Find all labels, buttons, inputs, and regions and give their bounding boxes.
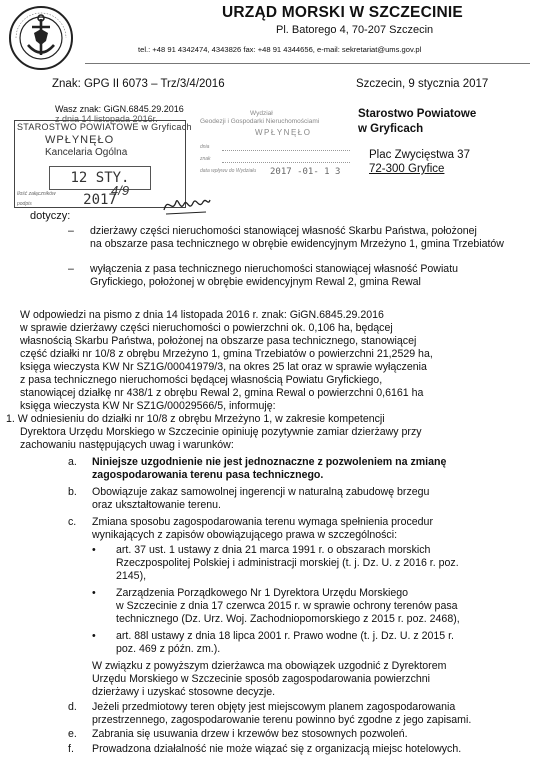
document-sign: Znak: GPG II 6073 – Trz/3/4/2016 xyxy=(52,78,225,90)
body-line: z pasa technicznego nieruchomości będącej własnością Powiatu Gryfickiego, xyxy=(20,374,383,386)
dash-marker: – xyxy=(68,263,74,275)
handwritten-signature xyxy=(162,190,212,218)
stamp-attachments-label: Ilość załączników xyxy=(17,191,56,197)
dept-stamp-line1: Wydział xyxy=(250,110,273,117)
item-c-line: wynikających z zapisów obowiązującego prawa w szczególności: xyxy=(92,529,398,541)
sub-bullet-line: art. 88l ustawy z dnia 18 lipca 2001 r. Prawo wodne (t. j. Dz. U. z 2015 r. xyxy=(116,630,454,642)
stamp-org: STAROSTWO POWIATOWE w Gryficach xyxy=(17,122,192,132)
item-c-marker: c. xyxy=(68,516,77,528)
item-f-marker: f. xyxy=(68,743,74,755)
item-f-line: Prowadzona działalność nie może wiązać się z organizacją miejsc hotelowych. xyxy=(92,743,462,755)
received-stamp xyxy=(14,120,192,208)
dept-stamp-label-b: znak xyxy=(200,156,211,162)
dash-marker: – xyxy=(68,225,74,237)
subject-line: Gryfickiego, położonej w obrębie ewidencyjnym Rewal 2, gmina Rewal xyxy=(90,276,421,288)
item-b-marker: b. xyxy=(68,486,77,498)
document-date: Szczecin, 9 stycznia 2017 xyxy=(356,78,489,90)
dept-stamp-label-c: data wpływu do Wydziału xyxy=(200,168,257,174)
dept-stamp-line xyxy=(222,150,350,151)
office-address: Pl. Batorego 4, 70-207 Szczecin xyxy=(276,24,434,36)
header-divider xyxy=(85,63,530,64)
dept-stamp-status: WPŁYNĘŁO xyxy=(255,128,312,137)
dept-stamp-date: 2017 -01- 1 3 xyxy=(270,167,341,177)
item-b-line: oraz ukształtowanie terenu. xyxy=(92,499,221,511)
item-e-line: Zabrania się usuwania drzew i krzewów bez stosownych pozwoleń. xyxy=(92,728,408,740)
stamp-date: 12 STY. 2017 xyxy=(49,166,151,190)
item-d-marker: d. xyxy=(68,701,77,713)
recipient-street: Plac Zwycięstwa 37 xyxy=(369,149,470,161)
sub-bullet-line: Zarządzenia Porządkowego Nr 1 Dyrektora Urzędu Morskiego xyxy=(116,587,409,599)
dept-stamp-line2: Geodezji i Gospodarki Nieruchomościami xyxy=(200,118,320,125)
stamp-office: Kancelaria Ogólna xyxy=(45,147,128,158)
c-conclusion-line: dzierżawy i uzyskać stosowne decyzje. xyxy=(92,686,276,698)
body-line: księga wieczysta KW Nr SZ1G/00029566/5, informuję: xyxy=(20,400,276,412)
sub-bullet-line: 2145), xyxy=(116,570,147,582)
body-line: W odpowiedzi na pismo z dnia 14 listopada 2016 r. znak: GiGN.6845.29.2016 xyxy=(20,309,384,321)
item-1-line: Dyrektora Urzędu Morskiego w Szczecinie opiniuję pozytywnie zamiar dzierżawy przy xyxy=(20,426,422,438)
stamp-handwritten-number: 4/9 xyxy=(111,183,130,198)
subject-label: dotyczy: xyxy=(30,210,71,222)
sub-bullet-dot: • xyxy=(92,544,96,556)
c-conclusion-line: W związku z powyższym dzierżawca ma obowiązek uzgodnić z Dyrektorem xyxy=(92,660,447,672)
your-reference-date: z dnia 14 listopada 2016r. xyxy=(55,114,158,124)
body-line: część działki nr 10/8 z obrębu Mrzeżyno 1, gmina Trzebiatów o powierzchni 21,2529 ha, xyxy=(20,348,433,360)
subject-line: wyłączenia z pasa technicznego nieruchomości stanowiącej własność Powiatu xyxy=(90,263,459,275)
c-conclusion-line: Urzędu Morskiego w Szczecinie sposób zagospodarowania powierzchni xyxy=(92,673,430,685)
office-contact: tel.: +48 91 4342474, 4343826 fax: +48 91 4344656, e-mail: sekretariat@ums.gov.pl xyxy=(138,45,422,54)
recipient-postcode: 72-300 Gryfice xyxy=(369,163,445,175)
your-reference: Wasz znak: GiGN.6845.29.2016 xyxy=(55,104,184,114)
body-line: stanowiącej działkę nr 438/1 z obrębu Rewal 2, gmina Rewal o powierzchni 0,6161 ha xyxy=(20,387,424,399)
sub-bullet-line: art. 37 ust. 1 ustawy z dnia 21 marca 1991 r. o obszarach morskich xyxy=(116,544,431,556)
item-a-line: zagospodarowania terenu pasa technicznego. xyxy=(92,469,324,481)
stamp-status: WPŁYNĘŁO xyxy=(45,134,115,146)
sub-bullet-dot: • xyxy=(92,587,96,599)
item-c-line: Zmiana sposobu zagospodarowania terenu wymaga spełnienia procedur xyxy=(92,516,433,528)
ums-emblem-logo xyxy=(8,5,74,71)
body-line: księga wieczysta KW Nr SZ1G/00041979/3, na okres 25 lat oraz w sprawie wyłączenia xyxy=(20,361,427,373)
stamp-signature-label: podpis xyxy=(17,201,32,207)
sub-bullet-line: technicznego (Dz. Urz. Woj. Zachodniopomorskiego z 2015 r. poz. 2468), xyxy=(116,613,460,625)
dept-stamp-label-a: dnia xyxy=(200,144,210,150)
item-a-line: Niniejsze uzgodnienie nie jest jednoznaczne z pozwoleniem na zmianę xyxy=(92,456,447,468)
sub-bullet-line: Rzeczpospolitej Polskiej i administracji morskiej (t. j. Dz. U. z 2016 r. poz. xyxy=(116,557,459,569)
recipient-name: Starostwo Powiatowe xyxy=(358,108,477,120)
item-d-line: przestrzennego, zagospodarowanie terenu powinno być zgodne z jego zapisami. xyxy=(92,714,472,726)
recipient-city: w Gryficach xyxy=(358,123,424,135)
sub-bullet-dot: • xyxy=(92,630,96,642)
item-1-line: 1. W odniesieniu do działki nr 10/8 z obrębu Mrzeżyno 1, w zakresie kompetencji xyxy=(6,413,385,425)
item-1-line: zachowaniu następujących uwag i warunków: xyxy=(20,439,234,451)
body-line: własnością Skarbu Państwa, położonej na obszarze pasa technicznego, stanowiącej xyxy=(20,335,417,347)
sub-bullet-line: poz. 469 z późn. zm.). xyxy=(116,643,221,655)
department-stamp xyxy=(200,110,350,185)
item-a-marker: a. xyxy=(68,456,77,468)
office-title: URZĄD MORSKI W SZCZECINIE xyxy=(222,4,463,21)
item-d-line: Jeżeli przedmiotowy teren objęty jest miejscowym planem zagospodarowania xyxy=(92,701,456,713)
item-e-marker: e. xyxy=(68,728,77,740)
dept-stamp-line xyxy=(222,162,350,163)
sub-bullet-line: w Szczecinie z dnia 17 czerwca 2015 r. w sprawie ochrony terenów pasa xyxy=(116,600,458,612)
subject-line: na obszarze pasa technicznego w obrębie ewidencyjnym Mrzeżyno 1, gmina Trzebiatów xyxy=(90,238,504,250)
subject-line: dzierżawy części nieruchomości stanowiącej własność Skarbu Państwa, położonej xyxy=(90,225,477,237)
item-b-line: Obowiązuje zakaz samowolnej ingerencji w naturalną zabudowę brzegu xyxy=(92,486,430,498)
body-line: w sprawie dzierżawy części nieruchomości o powierzchni ok. 0,106 ha, będącej xyxy=(20,322,393,334)
